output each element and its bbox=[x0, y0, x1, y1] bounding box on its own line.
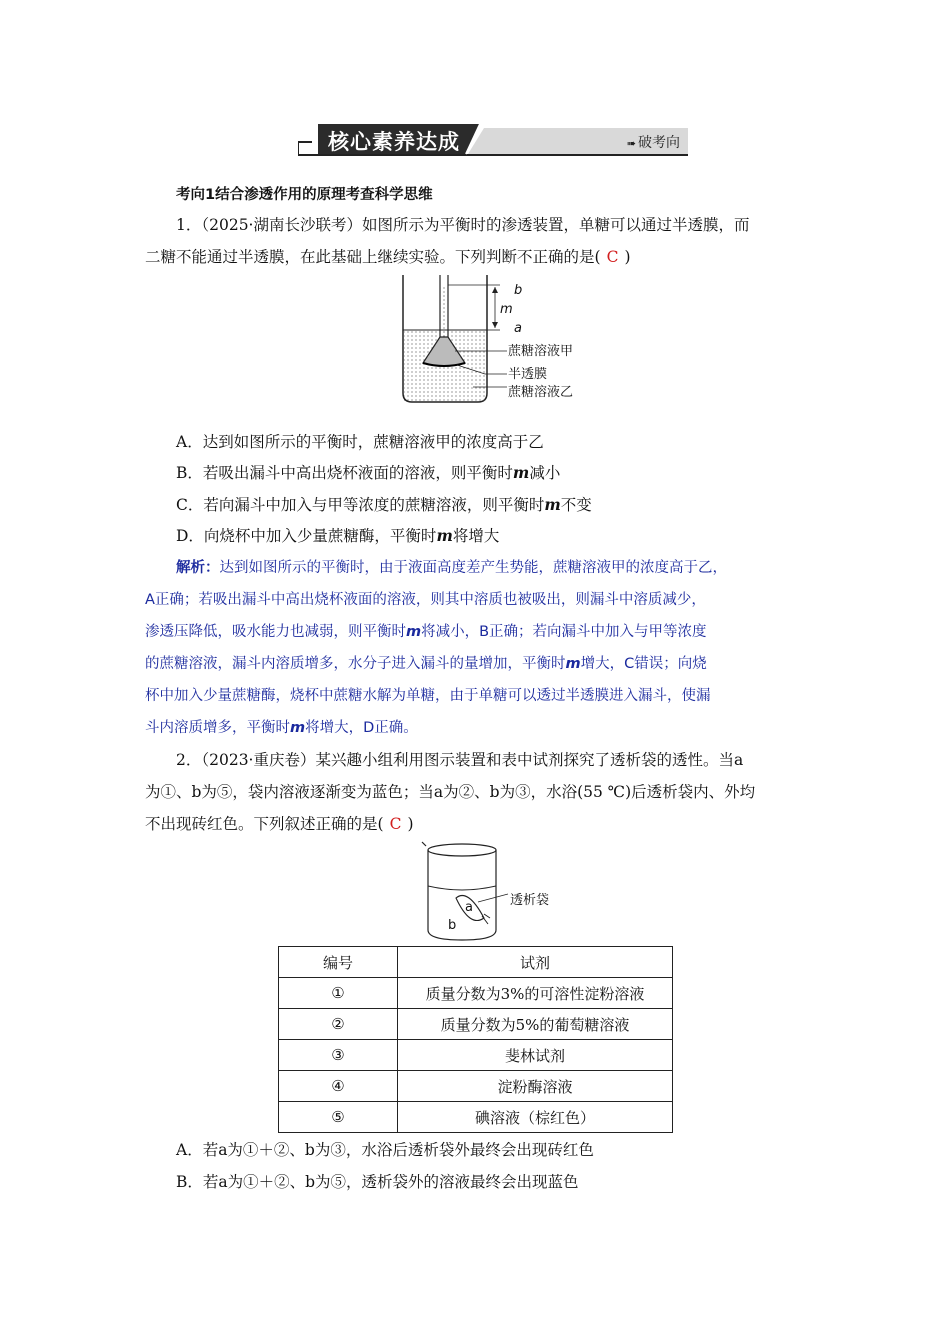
section-heading: 考向1结合渗透作用的原理考查科学思维 bbox=[176, 187, 433, 203]
var-m: m bbox=[512, 463, 530, 482]
label-a: a bbox=[465, 900, 473, 915]
label-m: m bbox=[500, 302, 513, 317]
label-membrane: 半透膜 bbox=[508, 367, 548, 382]
explanation-text: 将减小，B正确；若向漏斗中加入与甲等浓度 bbox=[421, 624, 707, 640]
q1-option-c bbox=[176, 494, 592, 516]
q1-option-c-text: C．若向漏斗中加入与甲等浓度的蔗糖溶液，则平衡时 bbox=[176, 496, 545, 514]
q1-option-b-end: 减小 bbox=[529, 464, 561, 482]
var-m: m bbox=[565, 656, 581, 672]
explanation-text: 将增大，D正确。 bbox=[305, 720, 418, 736]
cell-number: ② bbox=[279, 1009, 398, 1040]
label-a: a bbox=[514, 321, 522, 336]
section-banner bbox=[298, 122, 688, 158]
q2-stem-line1: 2．（2023·重庆卷）某兴趣小组利用图示装置和表中试剂探究了透析袋的透性。当a bbox=[176, 751, 744, 769]
q1-explanation-line3 bbox=[145, 621, 707, 643]
q1-explanation-line6 bbox=[145, 717, 418, 739]
q2-option-a: A．若a为①＋②、b为③，水浴后透析袋外最终会出现砖红色 bbox=[176, 1141, 594, 1159]
q1-stem-close: ) bbox=[624, 248, 631, 266]
cell-reagent: 质量分数为3%的可溶性淀粉溶液 bbox=[398, 978, 673, 1009]
explanation-label: 解析： bbox=[176, 560, 220, 576]
label-dialysis-bag: 透析袋 bbox=[510, 893, 550, 908]
explanation-text: 的蔗糖溶液，漏斗内溶质增多，水分子进入漏斗的量增加，平衡时 bbox=[145, 656, 566, 672]
table-header-row bbox=[279, 947, 673, 978]
q1-stem-line2 bbox=[145, 246, 631, 268]
q1-answer: C bbox=[606, 248, 619, 266]
table-row bbox=[279, 1071, 673, 1102]
cell-reagent: 淀粉酶溶液 bbox=[398, 1071, 673, 1102]
banner-subtitle-text: 破考向 bbox=[638, 135, 680, 151]
explanation-text: 增大，C错误；向烧 bbox=[580, 656, 707, 672]
reagent-table bbox=[278, 946, 673, 1133]
q1-option-d bbox=[176, 525, 499, 547]
table-row bbox=[279, 1102, 673, 1133]
explanation-text: 斗内溶质增多，平衡时 bbox=[145, 720, 290, 736]
q1-explanation-line4 bbox=[145, 653, 707, 675]
q1-explanation-line2: A正确；若吸出漏斗中高出烧杯液面的溶液，则其中溶质也被吸出，则漏斗中溶质减少， bbox=[145, 592, 706, 608]
table-row bbox=[279, 978, 673, 1009]
q1-option-c-end: 不变 bbox=[560, 496, 592, 514]
q2-stem-text: 不出现砖红色。下列叙述正确的是( bbox=[145, 815, 384, 833]
q1-option-b bbox=[176, 462, 560, 484]
q2-stem-close: ) bbox=[407, 815, 414, 833]
cell-reagent: 质量分数为5%的葡萄糖溶液 bbox=[398, 1009, 673, 1040]
cell-number: ④ bbox=[279, 1071, 398, 1102]
q2-answer: C bbox=[389, 815, 402, 833]
label-solution-jia: 蔗糖溶液甲 bbox=[508, 344, 574, 359]
cell-number: ⑤ bbox=[279, 1102, 398, 1133]
osmosis-apparatus-figure bbox=[395, 275, 595, 410]
q1-stem-text: 二糖不能通过半透膜，在此基础上继续实验。下列判断不正确的是( bbox=[145, 248, 601, 266]
cell-reagent: 碘溶液（棕红色） bbox=[398, 1102, 673, 1133]
arrow-right-icon: ➠ bbox=[626, 137, 636, 150]
var-m: m bbox=[436, 526, 453, 545]
cell-reagent: 斐林试剂 bbox=[398, 1040, 673, 1071]
banner-title: 核心素养达成 bbox=[328, 130, 460, 154]
banner-subtitle bbox=[627, 132, 680, 152]
q1-option-d-text: D．向烧杯中加入少量蔗糖酶，平衡时 bbox=[176, 527, 437, 545]
q2-option-b: B．若a为①＋②、b为⑤，透析袋外的溶液最终会出现蓝色 bbox=[176, 1173, 579, 1191]
label-b: b bbox=[448, 918, 457, 933]
q1-option-b-text: B．若吸出漏斗中高出烧杯液面的溶液，则平衡时 bbox=[176, 464, 513, 482]
cell-number: ③ bbox=[279, 1040, 398, 1071]
table-row bbox=[279, 1040, 673, 1071]
q1-option-d-end: 将增大 bbox=[452, 527, 500, 545]
label-b: b bbox=[514, 283, 523, 298]
q2-stem-line3 bbox=[145, 813, 414, 835]
explanation-text: 渗透压降低，吸水能力也减弱，则平衡时 bbox=[145, 624, 406, 640]
q1-stem-line1: 1．（2025·湖南长沙联考）如图所示为平衡时的渗透装置，单糖可以通过半透膜，而 bbox=[176, 216, 750, 234]
label-solution-yi: 蔗糖溶液乙 bbox=[508, 385, 574, 400]
q1-explanation-line1 bbox=[176, 557, 727, 579]
q2-stem-line2: 为①、b为⑤，袋内溶液逐渐变为蓝色；当a为②、b为③，水浴(55 ℃)后透析袋内、外均 bbox=[145, 783, 756, 801]
q1-option-a: A．达到如图所示的平衡时，蔗糖溶液甲的浓度高于乙 bbox=[176, 433, 544, 451]
cell-number: ① bbox=[279, 978, 398, 1009]
q1-explanation-line5: 杯中加入少量蔗糖酶，烧杯中蔗糖水解为单糖，由于单糖可以透过半透膜进入漏斗，使漏 bbox=[145, 688, 711, 704]
var-m: m bbox=[544, 495, 561, 514]
table-row bbox=[279, 1009, 673, 1040]
var-m: m bbox=[406, 624, 422, 640]
header-reagent: 试剂 bbox=[398, 947, 673, 978]
explanation-text: 达到如图所示的平衡时，由于液面高度差产生势能，蔗糖溶液甲的浓度高于乙， bbox=[219, 560, 727, 576]
dialysis-bag-figure bbox=[420, 838, 580, 943]
var-m: m bbox=[290, 720, 306, 736]
header-number: 编号 bbox=[279, 947, 398, 978]
